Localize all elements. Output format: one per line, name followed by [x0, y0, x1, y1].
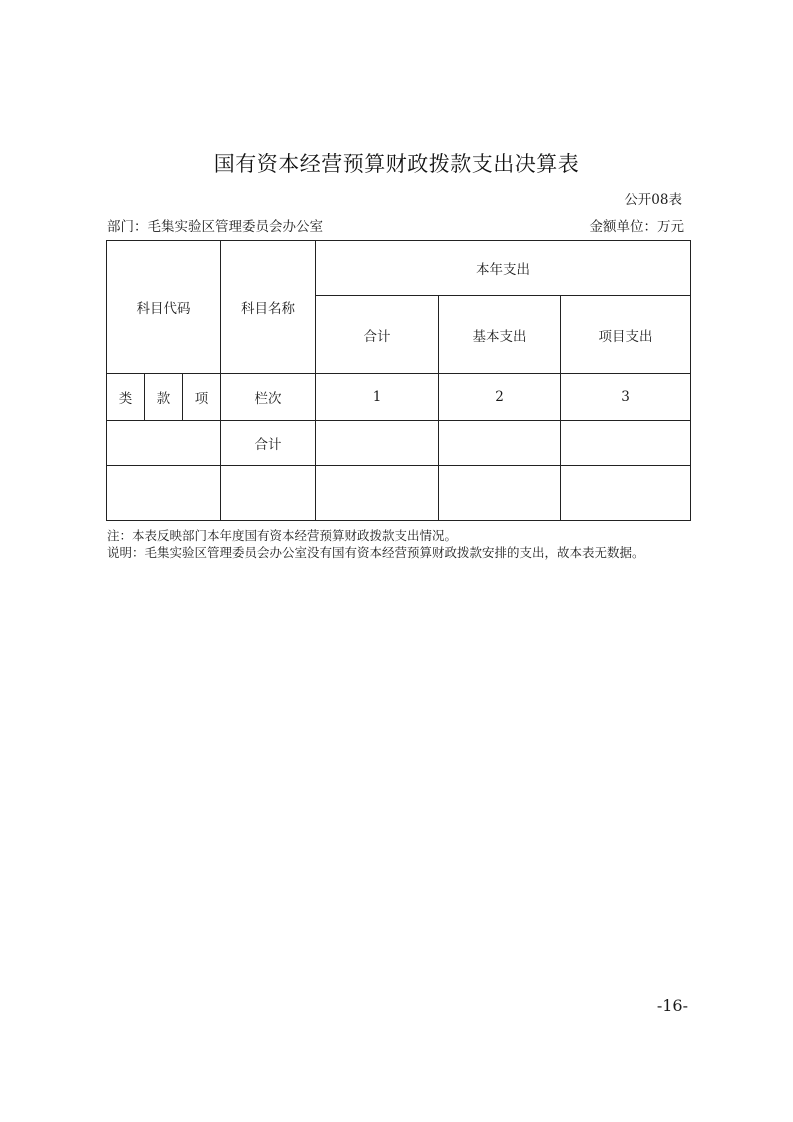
column-number-1: 1	[316, 374, 439, 421]
total-row-basic	[439, 421, 561, 466]
section-header: 款	[145, 374, 183, 421]
total-row	[107, 421, 691, 466]
form-number: 公开08表	[624, 192, 682, 208]
page-number: -16-	[656, 996, 688, 1015]
amount-unit-label: 金额单位：万元	[589, 219, 684, 235]
total-row-project	[561, 421, 691, 466]
total-row-label: 合计	[221, 421, 316, 466]
total-header: 合计	[316, 296, 439, 374]
column-number-3: 3	[561, 374, 691, 421]
table-explanation: 说明：毛集实验区管理委员会办公室没有国有资本经营预算财政拨款安排的支出，故本表无数据。	[107, 545, 645, 560]
row-project	[561, 466, 691, 521]
expense-table	[106, 240, 691, 521]
department-label: 部门：毛集实验区管理委员会办公室	[107, 219, 323, 235]
row-total	[316, 466, 439, 521]
subject-code-header: 科目代码	[107, 241, 221, 374]
total-row-total	[316, 421, 439, 466]
header-row-1	[107, 241, 691, 296]
page-title: 国有资本经营预算财政拨款支出决算表	[213, 152, 580, 176]
total-row-code	[107, 421, 221, 466]
class-header: 类	[107, 374, 145, 421]
current-year-expense-header: 本年支出	[316, 241, 691, 296]
table-note: 注：本表反映部门本年度国有资本经营预算财政拨款支出情况。	[107, 528, 458, 543]
item-header: 项	[183, 374, 221, 421]
row-name	[221, 466, 316, 521]
column-label: 栏次	[221, 374, 316, 421]
row-code	[107, 466, 221, 521]
project-expense-header: 项目支出	[561, 296, 691, 374]
table-row	[107, 466, 691, 521]
column-number-2: 2	[439, 374, 561, 421]
basic-expense-header: 基本支出	[439, 296, 561, 374]
subject-name-header: 科目名称	[221, 241, 316, 374]
row-basic	[439, 466, 561, 521]
column-number-row	[107, 374, 691, 421]
